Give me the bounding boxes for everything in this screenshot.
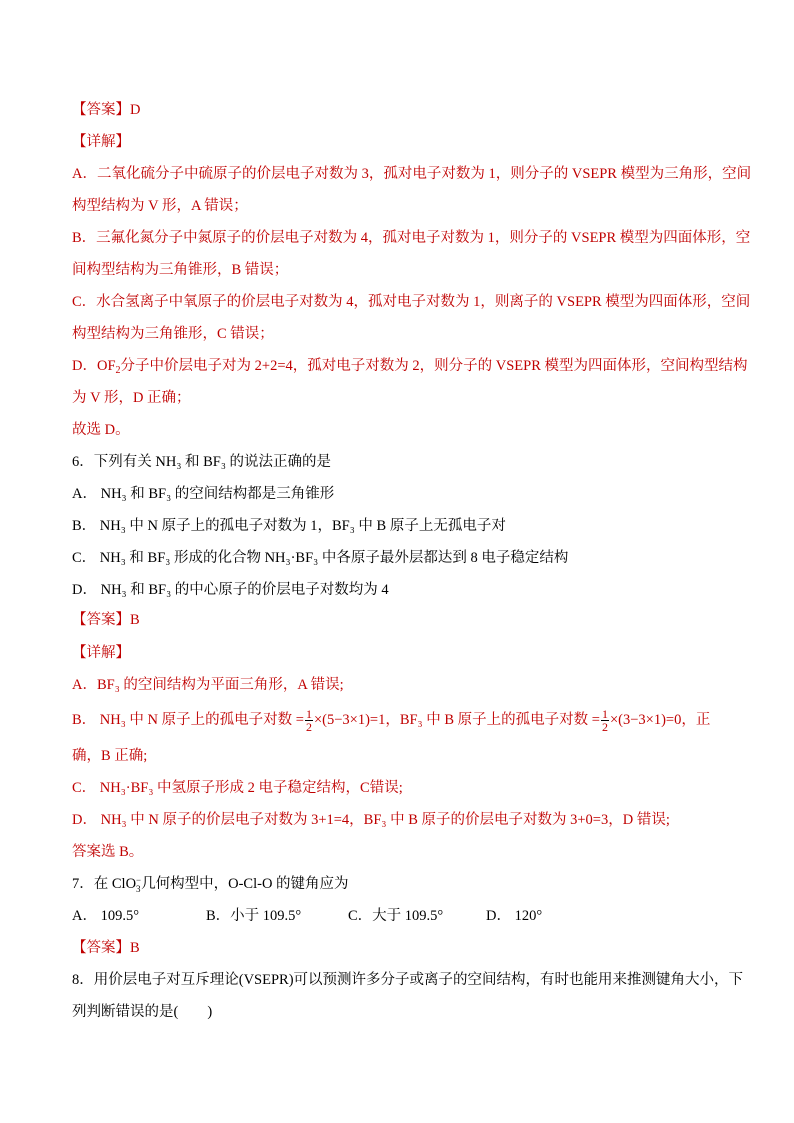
- question-7-option-a: A． 109.5°: [72, 908, 140, 924]
- explanation2-b-text1: B． NH₃ 中 N 原子上的孤电子对数 =: [72, 712, 304, 728]
- detail-label: 【详解】: [72, 134, 130, 150]
- explanation-a-line2: 构型结构为 V 形，A 错误；: [72, 198, 248, 214]
- explanation-c-line1: C．水合氢离子中氧原子的价层电子对数为 4，孤对电子对数为 1，则离子的 VSEPR 模型为四面体形，空间: [72, 294, 751, 310]
- question-8-line1: 8．用价层电子对互斥理论(VSEPR)可以预测许多分子或离子的空间结构，有时也能用来推测键角大小，下: [72, 972, 744, 988]
- question-7-option-b: B．小于 109.5°: [206, 908, 302, 924]
- explanation-d-text: 分子中价层电子对为 2+2=4，孤对电子对数为 2，则分子的 VSEPR 模型为四面体形，空间构型结构: [120, 358, 748, 374]
- question-7-text-post: 几何构型中，O-Cl-O 的键角应为: [141, 876, 349, 892]
- question-6-option-d: D． NH₃ 和 BF₃ 的中心原子的价层电子对数均为 4: [72, 582, 389, 598]
- fraction-half: [305, 708, 313, 733]
- explanation2-b-line1: [72, 707, 710, 733]
- conclusion-1: 故选 D。: [72, 422, 130, 438]
- question-6-stem: 6．下列有关 NH₃ 和 BF₃ 的说法正确的是: [72, 454, 332, 470]
- detail-label-2: 【详解】: [72, 645, 130, 661]
- answer-label: 【答案】: [72, 102, 130, 118]
- answer-label: 【答案】: [72, 612, 130, 628]
- explanation-b-line1: B．三氟化氮分子中氮原子的价层电子对数为 4，孤对电子对数为 1，则分子的 VSEPR 模型为四面体形，空: [72, 230, 751, 246]
- answer-label: 【答案】: [72, 940, 130, 956]
- explanation-d-formula: D．OF: [72, 358, 116, 374]
- explanation-a-line1: A．二氧化硫分子中硫原子的价层电子对数为 3，孤对电子对数为 1，则分子的 VSEPR 模型为三角形，空间: [72, 166, 752, 182]
- explanation-d-line2: 为 V 形，D 正确；: [72, 390, 191, 406]
- conclusion-2: 答案选 B。: [72, 844, 144, 860]
- explanation2-d: D． NH₃ 中 N 原子的价层电子对数为 3+1=4，BF₃ 中 B 原子的价层电子对数为 3+0=3，D 错误;: [72, 812, 670, 828]
- question-7-stem: [72, 874, 349, 894]
- fraction-denominator: 2: [601, 720, 608, 735]
- answer-line-3: [72, 938, 140, 958]
- question-7-option-d: D． 120°: [486, 908, 543, 924]
- answer-value: B: [130, 940, 140, 956]
- answer-line: [72, 100, 140, 120]
- question-6-option-c: C． NH₃ 和 BF₃ 形成的化合物 NH₃·BF₃ 中各原子最外层都达到 8 电子稳定结构: [72, 550, 569, 566]
- explanation2-a: A．BF₃ 的空间结构为平面三角形，A 错误;: [72, 677, 344, 693]
- question-6-option-b: B． NH₃ 中 N 原子上的孤电子对数为 1，BF₃ 中 B 原子上无孤电子对: [72, 518, 506, 534]
- question-7-text: 7．在 ClO: [72, 876, 137, 892]
- explanation2-b-text3: ×(3−3×1)=0，正: [609, 712, 711, 728]
- fraction-denominator: 2: [305, 720, 312, 735]
- explanation2-c: C． NH₃·BF₃ 中氢原子形成 2 电子稳定结构，C错误;: [72, 780, 403, 796]
- explanation-d-subscript: 2: [115, 365, 121, 376]
- chlorate-subscript: 3: [136, 883, 141, 894]
- chlorate-superscript: −: [136, 874, 142, 885]
- question-8-line2: 列判断错误的是( ): [72, 1004, 213, 1020]
- question-6-option-a: A． NH₃ 和 BF₃ 的空间结构都是三角锥形: [72, 486, 335, 502]
- explanation-d-line1: [72, 356, 748, 381]
- fraction-numerator: 1: [601, 707, 608, 722]
- explanation-c-line2: 构型结构为三角锥形，C 错误；: [72, 326, 274, 342]
- question-7-option-c: C．大于 109.5°: [348, 908, 444, 924]
- answer-line-2: [72, 610, 140, 630]
- explanation2-b-line2: 确，B 正确;: [72, 748, 148, 764]
- fraction-numerator: 1: [305, 707, 312, 722]
- explanation-b-line2: 间构型结构为三角锥形，B 错误；: [72, 262, 289, 278]
- fraction-half-2: [601, 708, 609, 733]
- explanation2-b-text2: ×(5−3×1)=1，BF₃ 中 B 原子上的孤电子对数 =: [313, 712, 600, 728]
- answer-value: D: [130, 102, 141, 118]
- answer-value: B: [130, 612, 140, 628]
